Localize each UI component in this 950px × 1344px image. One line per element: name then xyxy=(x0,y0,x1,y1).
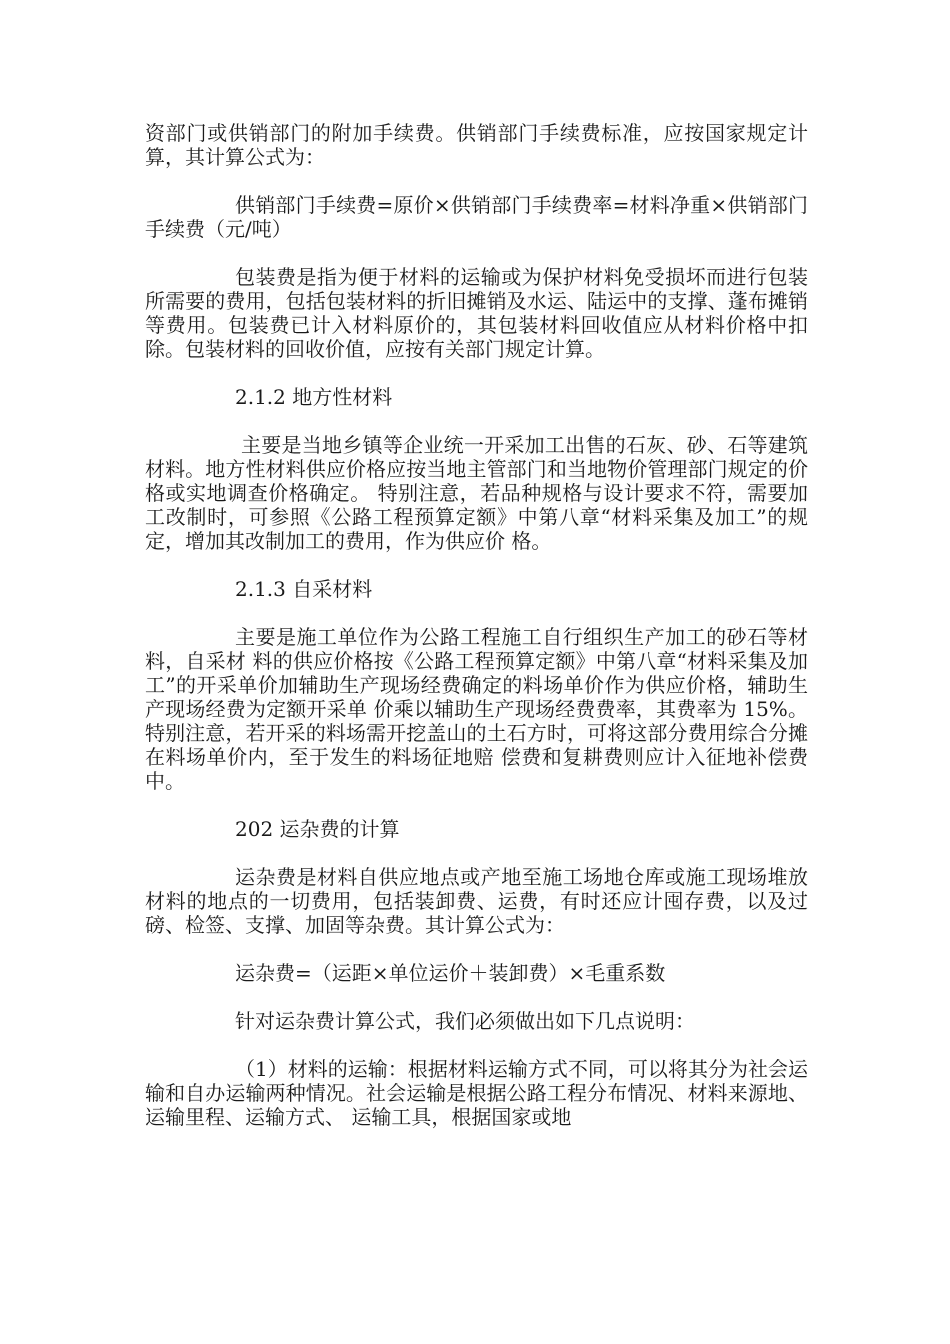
section-heading-self-mined-materials: 2.1.3 自采材料 xyxy=(235,577,373,601)
paragraph-packaging-fee: 包装费是指为便于材料的运输或为保护材料免受损坏而进行包装所需要的费用，包括包装材料的折旧摊销及水运、陆运中的支撑、蓬布摊销等费用。包装费已计入材料原价的，其包装材料回收值应从材料价格中扣除。包装材料的回收价值，应按有关部门规定计算。 xyxy=(145,265,808,361)
paragraph-local-materials: 主要是当地乡镇等企业统一开采加工出售的石灰、砂、石等建筑材料。地方性材料供应价格应按当地主管部门和当地物价管理部门规定的价格或实地调查价格确定。 特别注意，若品种规格与设计要求不符，需要加工改制时，可参照《公路工程预算定额》中第八章“材料采集及加工”的规定，增加其改制加工的费用，作为供应价 格。 xyxy=(145,433,808,553)
paragraph-self-mined-materials: 主要是施工单位作为公路工程施工自行组织生产加工的砂石等材料，自采材 料的供应价格按《公路工程预算定额》中第八章“材料采集及加工”的开采单价加辅助生产现场经费确定的料场单价作为供应价格，辅助生产现场经费为定额开采单 价乘以辅助生产现场经费费率，其费率为 15%。特别注意，若开采的料场需开挖盖山的土石方时，可将这部分费用综合分摊在料场单价内，至于发生的料场征地赔 偿费和复耕费则应计入征地补偿费中。 xyxy=(145,625,808,793)
paragraph-notes-intro: 针对运杂费计算公式，我们必须做出如下几点说明： xyxy=(235,1009,695,1033)
paragraph-handling-fee-intro: 资部门或供销部门的附加手续费。供销部门手续费标准，应按国家规定计算，其计算公式为： xyxy=(145,121,808,169)
formula-freight: 运杂费=（运距×单位运价＋装卸费）×毛重系数 xyxy=(235,961,666,985)
formula-supply-fee: 供销部门手续费=原价×供销部门手续费率=材料净重×供销部门手续费（元/吨） xyxy=(145,193,808,241)
section-heading-local-materials: 2.1.2 地方性材料 xyxy=(235,385,393,409)
paragraph-freight-definition: 运杂费是材料自供应地点或产地至施工场地仓库或施工现场堆放材料的地点的一切费用，包括装卸费、运费，有时还应计囤存费，以及过磅、检签、支撑、加固等杂费。其计算公式为： xyxy=(145,865,808,937)
section-heading-freight-calculation: 202 运杂费的计算 xyxy=(235,817,400,841)
document-body xyxy=(145,121,808,1129)
paragraph-material-transport: （1）材料的运输：根据材料运输方式不同，可以将其分为社会运输和自办运输两种情况。社会运输是根据公路工程分布情况、材料来源地、运输里程、运输方式、 运输工具，根据国家或地 xyxy=(145,1057,808,1129)
